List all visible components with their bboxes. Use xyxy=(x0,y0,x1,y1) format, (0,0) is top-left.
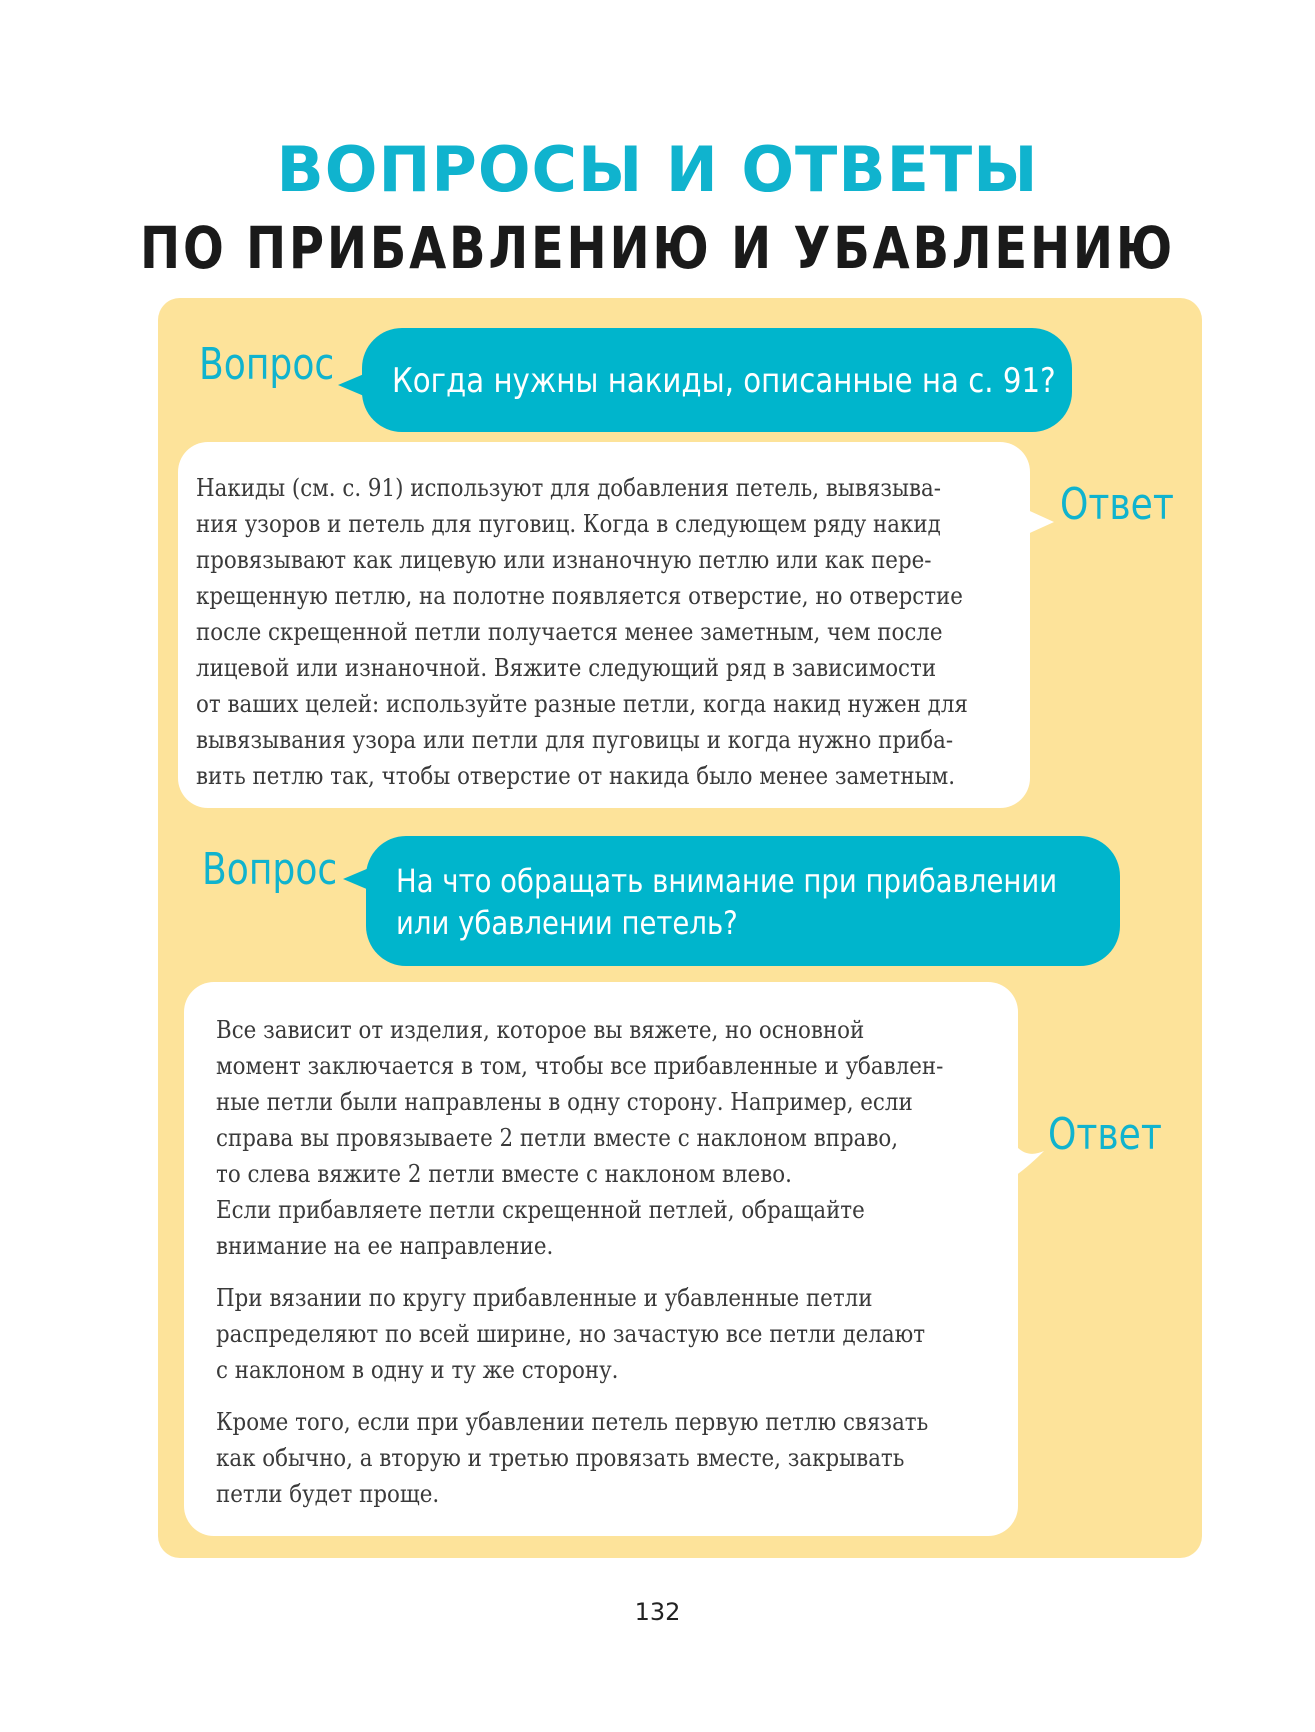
answer-line: вывязывания узора или петли для пуговицы и когда нужно приба- xyxy=(196,726,954,754)
question-bubble xyxy=(362,328,1072,432)
answer-line: после скрещенной петли получается менее заметным, чем после xyxy=(196,618,943,646)
question-label: Вопрос xyxy=(199,339,335,390)
answer-line: внимание на ее направление. xyxy=(216,1232,554,1260)
answer-line: вить петлю так, чтобы отверстие от накида было менее заметным. xyxy=(196,762,955,790)
answer-line: Если прибавляете петли скрещенной петлей, обращайте xyxy=(216,1196,865,1224)
answer-line: Накиды (см. с. 91) используют для добавления петель, вывязыва- xyxy=(196,474,941,502)
question-text-line: или убавлении петель? xyxy=(396,904,738,942)
answer-line: то слева вяжите 2 петли вместе с наклоном влево. xyxy=(216,1160,792,1188)
question-bubble-tail xyxy=(338,374,364,396)
answer-line: ные петли были направлены в одну сторону. Например, если xyxy=(216,1088,913,1116)
answer-line: ния узоров и петель для пуговиц. Когда в следующем ряду накид xyxy=(196,510,941,538)
question-bubble xyxy=(366,836,1120,966)
answer-bubble xyxy=(184,982,1018,1536)
answer-line: Кроме того, если при убавлении петель первую петлю связать xyxy=(216,1408,929,1436)
answer-line: При вязании по кругу прибавленные и убавленные петли xyxy=(216,1284,873,1312)
answer-line: провязывают как лицевую или изнаночную петлю или как пере- xyxy=(196,546,932,574)
answer-line: справа вы провязываете 2 петли вместе с наклоном вправо, xyxy=(216,1124,899,1152)
answer-bubble xyxy=(178,442,1030,808)
answer-line: как обычно, а вторую и третью провязать вместе, закрывать xyxy=(216,1444,905,1472)
answer-line: лицевой или изнаночной. Вяжите следующий ряд в зависимости xyxy=(196,654,937,682)
question-text-line: На что обращать внимание при прибавлении xyxy=(396,862,1058,900)
answer-line: Все зависит от изделия, которое вы вяжете, но основной xyxy=(216,1016,865,1044)
answer-line: крещенную петлю, на полотне появляется отверстие, но отверстие xyxy=(196,582,963,610)
question-text: Когда нужны накиды, описанные на с. 91? xyxy=(392,361,1056,401)
page-title: ВОПРОСЫ И ОТВЕТЫ xyxy=(276,133,1039,206)
answer-line: с наклоном в одну и ту же сторону. xyxy=(216,1356,619,1384)
answer-line: распределяют по всей ширине, но зачастую все петли делают xyxy=(216,1320,926,1348)
answer-line: петли будет проще. xyxy=(216,1480,440,1508)
page-subtitle: ПО ПРИБАВЛЕНИЮ И УБАВЛЕНИЮ xyxy=(140,214,1175,282)
answer-label: Ответ xyxy=(1048,1109,1162,1160)
question-label: Вопрос xyxy=(202,844,338,895)
answer-label: Ответ xyxy=(1060,479,1174,530)
answer-line: от ваших целей: используйте разные петли, когда накид нужен для xyxy=(196,690,968,718)
answer-line: момент заключается в том, чтобы все прибавленные и убавлен- xyxy=(216,1052,944,1080)
page-number: 132 xyxy=(634,1598,681,1626)
